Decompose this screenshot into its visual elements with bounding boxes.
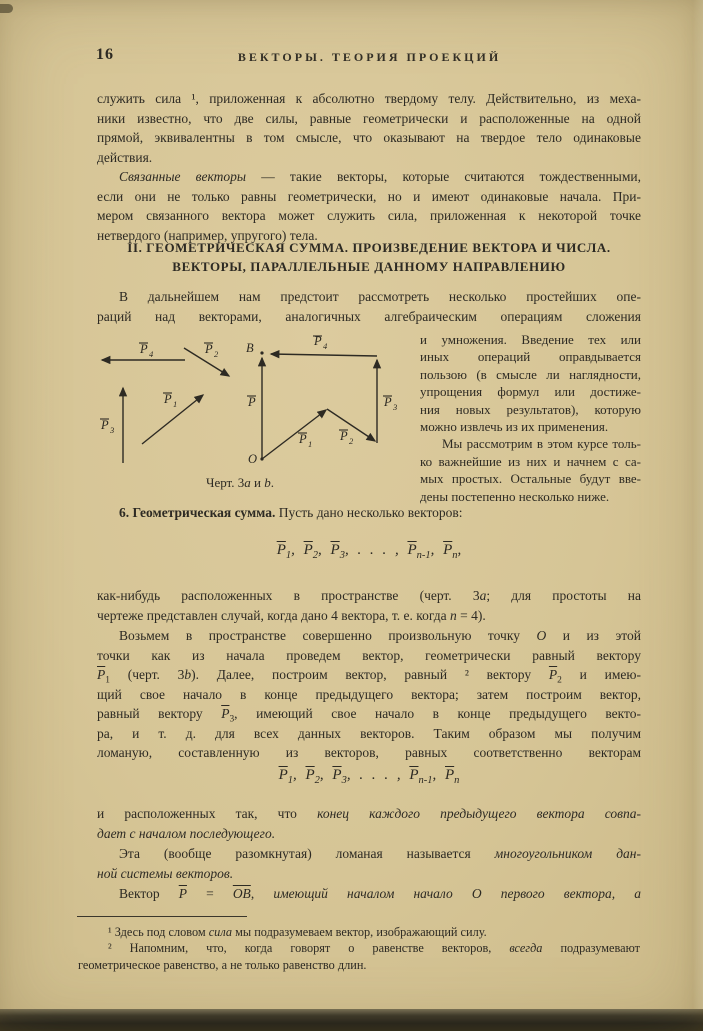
text-line	[150, 473, 330, 493]
label-p1-sub: 1	[173, 399, 178, 409]
point-B	[260, 351, 263, 354]
text-run: $\overline{P}$	[443, 542, 453, 558]
text-run: $\overline{P}$	[305, 767, 315, 783]
label-p1-b: P	[299, 432, 307, 446]
text-run: и из этой	[546, 628, 641, 643]
text-run: всегда	[509, 941, 543, 956]
paragraph-vector-ob	[97, 884, 641, 904]
text-run: n	[452, 550, 458, 561]
label-p3-b-sub: 3	[393, 402, 398, 412]
text-run: $\overline{P}$	[445, 767, 455, 783]
text-line	[97, 766, 641, 786]
text-line	[78, 924, 640, 940]
text-run: 2	[314, 775, 320, 786]
diagram-3b-vector-polygon	[246, 334, 397, 466]
text-run: ния новых результатов), которую	[420, 401, 641, 417]
text-line	[97, 844, 641, 864]
text-run: $\overline{P}$	[303, 542, 313, 558]
vector-p1-arrow-b	[262, 410, 326, 459]
label-p4: P	[140, 342, 148, 356]
text-run: дает с началом последующего.	[97, 825, 276, 841]
label-p2: P	[205, 342, 213, 356]
paragraph-bound-vectors	[97, 167, 641, 245]
text-run: служить сила ¹, приложенная к абсолютно твердому телу. Действительно, из меха-	[97, 91, 641, 106]
text-run: мером связанного вектора может служить сила, приложенная к некоторой точке	[97, 208, 641, 223]
formula-vector-list-2	[97, 766, 641, 786]
text-run: если они не только равны геометрически, но и имеют одинаковые начала. При-	[97, 188, 641, 204]
text-line	[420, 331, 641, 348]
text-run: $\overline{P}$	[407, 542, 417, 558]
text-run: как-нибудь расположенных в пространстве (черт. 3	[97, 588, 480, 603]
label-p3-b: P	[384, 395, 392, 409]
vector-p4-arrow-b	[271, 354, 377, 356]
paragraph-forces-continuation	[97, 89, 641, 167]
figure-caption	[150, 473, 330, 493]
text-run: b	[184, 667, 192, 682]
text-run: , . . . ,	[344, 542, 408, 558]
text-run: мых простых. Остальные будут вве-	[420, 471, 641, 487]
text-run: a	[244, 475, 251, 490]
text-run: иных операций оправдывается	[420, 349, 641, 365]
diagram-3a-scattered-vectors	[100, 342, 229, 463]
footnote-rule	[77, 916, 247, 917]
text-line	[420, 470, 641, 487]
text-run: упрощения формул или достиже-	[420, 384, 641, 400]
text-line	[97, 503, 641, 523]
text-line	[97, 128, 641, 148]
text-run: Возьмем в пространстве совершенно произвольную точку	[119, 628, 537, 643]
text-run: — такие векторы, которые считаются тождественными,	[246, 169, 641, 184]
text-run: 2	[312, 550, 319, 561]
text-run: n-1	[418, 775, 433, 786]
text-line	[97, 704, 641, 724]
label-p4-b: P	[314, 334, 322, 348]
text-run: дены постепенно несколько ниже.	[420, 488, 610, 504]
scan-bottom-shadow	[0, 1009, 703, 1031]
text-run: щий свое начало в конце предыдущего вектора; затем построим вектор,	[97, 686, 641, 702]
text-line	[97, 307, 641, 327]
text-run: геометрическое равенство, а не только равенство длин.	[78, 957, 367, 972]
paragraph-polygon-definition	[97, 844, 641, 883]
scan-corner-artifact	[0, 4, 13, 13]
text-run: $\overline{OB}$	[232, 886, 251, 901]
text-line	[97, 646, 641, 666]
text-run: =	[186, 886, 233, 901]
text-run: пользою (в смысле ли наглядности,	[420, 366, 641, 382]
text-line	[97, 187, 641, 207]
text-run: 1	[287, 775, 293, 786]
text-line	[420, 418, 641, 435]
text-line	[420, 401, 641, 418]
text-run: n-1	[416, 550, 431, 561]
text-run: нетвердого (например, упругого) тела.	[97, 227, 318, 243]
figure-vector-diagrams	[74, 332, 404, 477]
text-line	[420, 383, 641, 400]
text-run: b	[264, 475, 271, 490]
text-line	[97, 89, 641, 109]
text-line	[97, 167, 641, 187]
label-p-resultant: P	[248, 395, 256, 409]
text-run: , имеющий свое начало в конце предыдущего векто-	[234, 706, 641, 721]
label-p3-sub: 3	[110, 425, 115, 435]
text-line	[78, 940, 640, 956]
text-line	[97, 824, 641, 844]
label-p1: P	[164, 392, 172, 406]
text-line	[97, 884, 641, 904]
text-run: и умножения. Введение тех или	[420, 332, 641, 347]
label-p2-b-sub: 2	[349, 436, 354, 446]
text-run: ). Далее, построим вектор, равный ² вектору	[191, 667, 549, 682]
label-B: B	[246, 341, 254, 355]
text-run: раций над векторами, аналогичных алгебраическим операциям сложения	[97, 308, 641, 324]
text-run: точки как из начала проведем вектор, геометрически равный вектору	[97, 647, 641, 663]
text-run: $\overline{P}$	[409, 767, 419, 783]
section-heading-line1: II. ГЕОМЕТРИЧЕСКАЯ СУММА. ПРОИЗВЕДЕНИЕ ВЕКТОРА И ЧИСЛА.	[127, 240, 611, 255]
text-run: многоугольником дан-	[494, 846, 641, 861]
paragraph-operations-intro	[97, 287, 641, 326]
text-run: ,	[430, 542, 444, 558]
text-run: $\overline{P}$	[332, 767, 342, 783]
text-run: Пусть дано несколько векторов:	[275, 505, 463, 520]
text-run: чертеже представлен случай, когда дано 4 вектора, т. е. когда	[97, 607, 451, 623]
text-line	[97, 724, 641, 744]
running-head: ВЕКТОРЫ. ТЕОРИЯ ПРОЕКЦИЙ	[237, 50, 502, 64]
text-run: $\overline{P}$	[178, 886, 187, 901]
text-run: и расположенных так, что	[97, 806, 318, 821]
text-run: подразумевают	[542, 941, 641, 956]
text-line	[420, 348, 641, 365]
paragraph-right-column	[420, 331, 641, 505]
text-run: ,	[292, 767, 306, 783]
text-run: ; для простоты на	[486, 588, 641, 603]
text-run: ра, и т. д. для всех данных векторов. Таким образом мы получим	[97, 725, 641, 741]
text-run: ники известно, что две силы, равные геометрически и расположенные на одной	[97, 110, 641, 126]
text-run: $\overline{P}$	[97, 667, 106, 682]
text-run: ¹ Здесь под словом	[108, 925, 209, 939]
text-line	[97, 206, 641, 226]
text-line	[97, 685, 641, 705]
text-run: 1	[105, 675, 110, 686]
text-run: ко важнейшие из них и начнем с са-	[420, 453, 641, 469]
footnotes	[78, 924, 640, 973]
text-run: $\overline{P}$	[278, 767, 288, 783]
paragraph-arranged-in-space	[97, 586, 641, 625]
text-line	[97, 665, 641, 685]
text-run: = 4).	[456, 607, 486, 623]
text-run: 6. Геометрическая сумма.	[119, 505, 276, 520]
text-run: O	[536, 628, 547, 643]
text-run: ,	[318, 542, 331, 558]
text-line	[97, 743, 641, 763]
label-O: O	[248, 452, 258, 466]
text-run: ,	[291, 542, 304, 558]
text-line	[97, 541, 641, 561]
text-run: 3	[341, 775, 347, 786]
section-heading	[97, 238, 641, 276]
text-run: (черт. 3	[109, 667, 185, 682]
paragraph-construction	[97, 626, 641, 763]
text-line	[420, 366, 641, 383]
text-run: ² Напомним, что, когда говорят о равенстве векторов,	[108, 941, 510, 956]
label-p2-b: P	[340, 429, 348, 443]
paragraph-polyline-property	[97, 804, 641, 843]
text-run: Черт. 3	[206, 475, 245, 490]
text-run: , . . . ,	[346, 767, 410, 783]
text-run: n	[450, 607, 457, 623]
label-p1-b-sub: 1	[308, 439, 313, 449]
text-run: a	[479, 588, 487, 603]
text-line	[97, 864, 641, 884]
text-run: $\overline{P}$	[276, 542, 286, 558]
text-run: ,	[432, 767, 445, 783]
page-number: 16	[96, 46, 114, 63]
text-run: равный вектору	[97, 706, 222, 721]
text-run: Связанные векторы	[119, 169, 247, 184]
text-run: Вектор	[119, 886, 179, 901]
text-run: $\overline{P}$	[548, 667, 558, 682]
text-line	[97, 626, 641, 646]
text-run: .	[270, 475, 274, 490]
text-run: В дальнейшем нам предстоит рассмотреть несколько простейших опе-	[119, 289, 641, 304]
label-p2-sub: 2	[214, 349, 219, 359]
text-run: ,	[319, 767, 333, 783]
text-run: и имею-	[561, 667, 641, 682]
text-run: ,	[250, 886, 274, 901]
text-line	[97, 109, 641, 129]
label-p4-sub: 4	[149, 349, 154, 359]
text-run: 2	[557, 675, 562, 686]
label-p3: P	[101, 418, 109, 432]
text-run: можно извлечь из их применения.	[420, 419, 609, 435]
formula-vector-list-1	[97, 541, 641, 561]
text-run: 3	[229, 714, 235, 725]
text-run: сила	[208, 925, 232, 939]
text-line	[97, 804, 641, 824]
text-line	[97, 586, 641, 606]
text-run: мы подразумеваем вектор, изображающий силу.	[232, 925, 487, 939]
text-run: $\overline{P}$	[330, 542, 340, 558]
text-run: n	[454, 775, 460, 786]
paragraph-geometric-sum-intro	[97, 503, 641, 523]
text-run: конец каждого предыдущего вектора совпа-	[317, 806, 641, 821]
scan-page-edge	[693, 0, 703, 1009]
text-run: ,	[457, 542, 462, 558]
text-line	[420, 435, 641, 452]
text-run: Мы рассмотрим в этом курсе толь-	[442, 436, 641, 452]
text-run: Эта (вообще разомкнутая) ломаная называется	[119, 846, 495, 861]
text-line	[420, 453, 641, 470]
label-p4-b-sub: 4	[323, 341, 328, 351]
text-run: ной системы векторов.	[97, 865, 234, 881]
text-run: $\overline{P}$	[221, 706, 230, 721]
text-run: 1	[285, 550, 292, 561]
text-run: прямой, эквивалентны в том смысле, что оказывают на твердое тело одинаковые	[97, 130, 641, 145]
text-line	[97, 287, 641, 307]
text-line	[78, 957, 640, 973]
text-run: 3	[339, 550, 345, 561]
text-run: ломаную, составленную из векторов, равных соответственно векторам	[97, 745, 641, 760]
text-run: имеющий началом начало O первого вектора, а	[273, 886, 641, 901]
section-heading-line2: ВЕКТОРЫ, ПАРАЛЛЕЛЬНЫЕ ДАННОМУ НАПРАВЛЕНИЮ	[172, 259, 566, 274]
text-run: действия.	[97, 149, 153, 165]
text-line	[97, 606, 641, 626]
text-line	[97, 148, 641, 168]
text-run: и	[250, 475, 265, 490]
